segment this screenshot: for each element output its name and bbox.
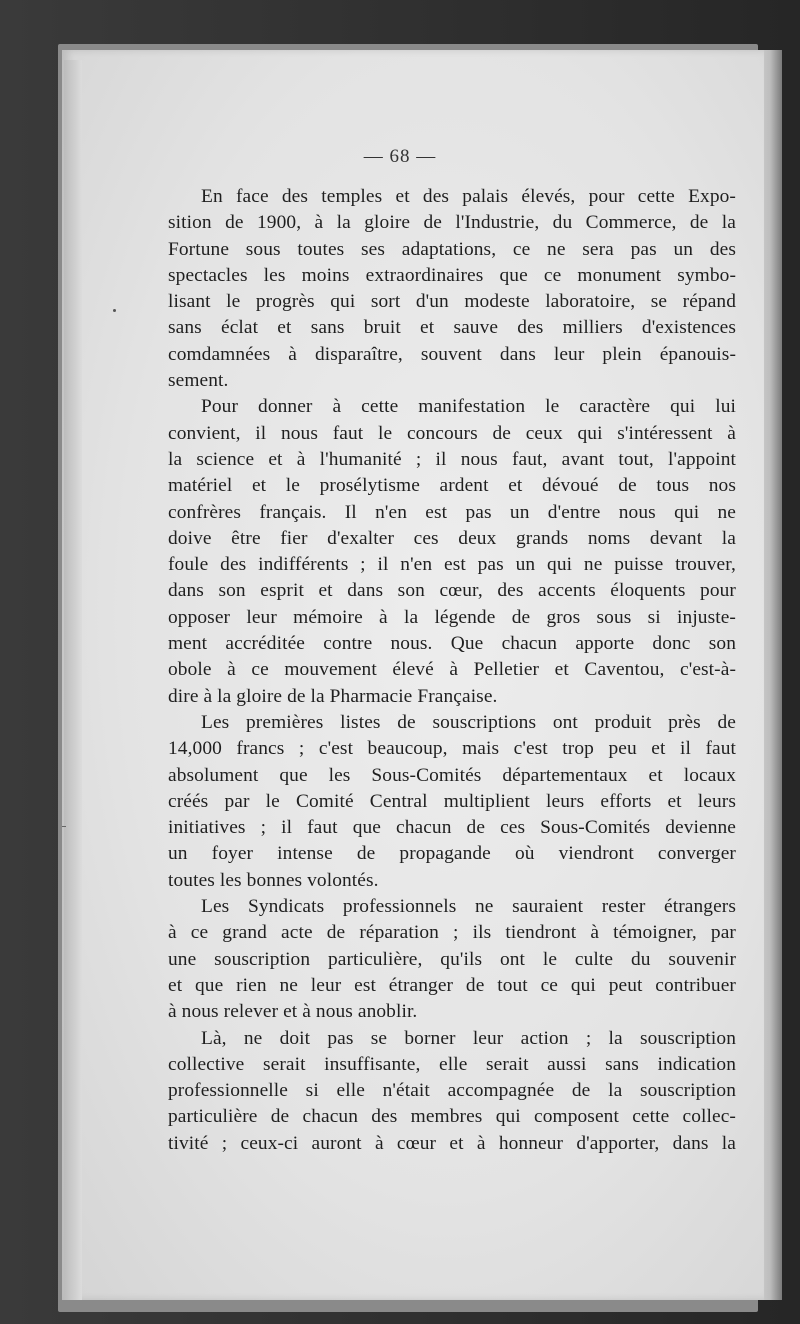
text-line: toutes les bonnes volontés.	[168, 869, 379, 891]
margin-tick	[62, 826, 66, 827]
text-line: professionnelle si elle n'était accompagnée de la souscription	[168, 1080, 736, 1102]
text-line: dire à la gloire de la Pharmacie Française.	[168, 685, 498, 707]
text-line: 14,000 francs ; c'est beaucoup, mais c'est trop peu et il faut	[168, 738, 736, 760]
paragraph	[168, 184, 736, 394]
text-line: spectacles les moins extraordinaires que ce monument symbo-	[168, 264, 736, 286]
text-line: sement.	[168, 370, 229, 392]
text-line: convient, il nous faut le concours de ceux qui s'intéressent à	[168, 422, 736, 444]
text-line: et que rien ne leur est étranger de tout ce qui peut contribuer	[168, 974, 736, 996]
text-line: Pour donner à cette manifestation le caractère qui lui	[201, 396, 736, 418]
text-line: Fortune sous toutes ses adaptations, ce ne sera pas un des	[168, 238, 736, 260]
text-line: En face des temples et des palais élevés, pour cette Expo-	[201, 186, 736, 207]
page-gutter	[64, 60, 82, 1300]
text-line: un foyer intense de propagande où viendront converger	[168, 843, 736, 865]
text-line: confrères français. Il n'en est pas un d'entre nous qui ne	[168, 501, 736, 523]
text-line: initiatives ; il faut que chacun de ces Sous-Comités devienne	[168, 817, 736, 839]
text-line: absolument que les Sous-Comités départementaux et locaux	[168, 764, 736, 786]
paragraph	[168, 394, 736, 710]
text-line: collective serait insuffisante, elle serait aussi sans indication	[168, 1053, 736, 1075]
text-line: foule des indifférents ; il n'en est pas un qui ne puisse trouver,	[168, 554, 736, 576]
text-line: matériel et le prosélytisme ardent et dévoué de tous nos	[168, 475, 736, 497]
text-line: créés par le Comité Central multiplient leurs efforts et leurs	[168, 790, 736, 812]
paragraph	[168, 1026, 736, 1157]
text-line: une souscription particulière, qu'ils ont le culte du souvenir	[168, 948, 736, 970]
paragraph	[168, 710, 736, 894]
page-number: — 68 —	[363, 146, 437, 167]
text-line: lisant le progrès qui sort d'un modeste laboratoire, se répand	[168, 291, 736, 313]
text-line: comdamnées à disparaître, souvent dans leur plein épanouis-	[168, 343, 736, 365]
text-line: obole à ce mouvement élevé à Pelletier et Caventou, c'est-à-	[168, 659, 736, 681]
paragraph	[168, 894, 736, 1025]
margin-dot	[113, 309, 116, 312]
body-text	[168, 184, 736, 1157]
text-line: Les premières listes de souscriptions ont produit près de	[201, 711, 736, 733]
text-line: sition de 1900, à la gloire de l'Industrie, du Commerce, de la	[168, 212, 736, 234]
text-line: à nous relever et à nous anoblir.	[168, 1001, 418, 1023]
text-line: doive être fier d'exalter ces deux grands noms devant la	[168, 527, 736, 549]
text-line: la science et à l'humanité ; il nous faut, avant tout, l'appoint	[168, 448, 736, 470]
text-line: opposer leur mémoire à la légende de gros sous si injuste-	[168, 606, 736, 628]
text-line: ment accréditée contre nous. Que chacun apporte donc son	[168, 633, 736, 655]
text-line: Là, ne doit pas se borner leur action ; la souscription	[201, 1027, 736, 1049]
text-line: sans éclat et sans bruit et sauve des milliers d'existences	[168, 317, 736, 339]
text-line: Les Syndicats professionnels ne sauraient rester étrangers	[201, 896, 736, 918]
text-line: tivité ; ceux-ci auront à cœur et à honneur d'apporter, dans la	[168, 1132, 736, 1154]
text-line: dans son esprit et dans son cœur, des accents éloquents pour	[168, 580, 736, 602]
text-line: à ce grand acte de réparation ; ils tiendront à témoigner, par	[168, 922, 736, 944]
text-line: particulière de chacun des membres qui composent cette collec-	[168, 1106, 736, 1128]
